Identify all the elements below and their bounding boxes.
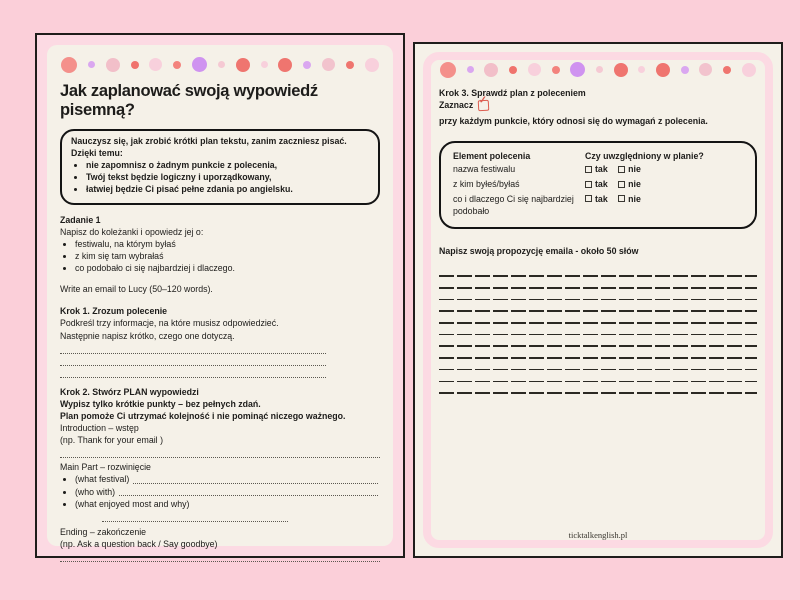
check-table-col2-header: Czy uwzględniony w planie? [585,150,704,161]
watermark: ticktalkenglish.pl [568,530,628,540]
step1-line: Podkreśl trzy informacje, na które musisz odpowiedzieć. [60,318,279,329]
answer-dotted-line[interactable] [60,342,326,354]
step2-line: Wypisz tylko krótkie punkty – bez pełnych zdań. [60,398,261,409]
task-bullet: • co podobało ci się najbardziej i dlaczego. [75,262,380,274]
intro-callout-box [60,129,380,205]
plan-main-bullet-list [60,473,380,509]
task-lead: Napisz do koleżanki i opowiedz jej o: [60,226,204,237]
step3-heading: Krok 3. Sprawdź plan z poleceniem [439,88,586,98]
decorative-dot [173,61,181,69]
step2-section [60,386,380,562]
answer-dotted-line[interactable] [60,354,326,366]
writing-line[interactable] [439,289,757,301]
decorative-dot [552,66,560,74]
check-row-options: tak nie [585,163,743,177]
intro-bullet: • łatwiej będzie Ci pisać pełne zdania po angielsku. [86,183,369,195]
check-row-options: tak nie [585,178,743,192]
decorative-dot [365,58,379,72]
decorative-dot [88,61,95,68]
plan-intro-hint: (np. Thank for your email ) [60,435,163,446]
step1-heading: Krok 1. Zrozum polecenie [60,306,168,317]
page-content-left [47,45,393,549]
decorative-dot [440,62,456,78]
decorative-dots-row [61,56,379,73]
plan-main-bullet: • (what enjoyed most and why) [75,498,380,510]
worksheet-page-left [35,33,405,558]
task-heading: Zadanie 1 [60,214,101,225]
checkbox-nie[interactable] [618,195,625,202]
decorative-dot [149,58,162,71]
writing-line[interactable] [439,370,757,382]
decorative-dot [236,58,250,72]
plan-main-label: Main Part – rozwinięcie [60,462,151,473]
decorative-dot [638,66,645,73]
page-title: Jak zaplanować swoją wypowiedź pisemną? [60,82,318,119]
decorative-dot [699,63,712,76]
intro-bullet-list [71,159,369,195]
checkbox-nie[interactable] [618,166,625,173]
answer-dotted-line[interactable] [133,483,378,484]
intro-lead: Nauczysz się, jak zrobić krótki plan tekstu, zanim zaczniesz pisać. Dzięki temu: [71,135,347,159]
check-row-options: tak nie [585,193,743,219]
decorative-dot [261,61,268,68]
writing-line[interactable] [439,359,757,371]
decorative-dot [467,66,474,73]
decorative-dot [346,61,354,69]
intro-bullet: • nie zapomnisz o żadnym punkcie z polecenia, [86,159,369,171]
writing-line[interactable] [439,300,757,312]
decorative-dot [528,63,541,76]
decorative-dot [681,66,689,74]
step1-section [60,305,380,377]
writing-line[interactable] [439,324,757,336]
decorative-dot [484,63,498,77]
decorative-dot [614,63,628,77]
decorative-dot [656,63,670,77]
write-prompt: Napisz swoją propozycję emaila - około 50 słów [439,246,639,256]
decorative-dot [218,61,225,68]
worksheet-page-right [413,42,783,558]
task-note: Write an email to Lucy (50–120 words). [60,284,213,295]
plan-main-bullet: • (what festival) [75,473,380,485]
checkbox-tak[interactable] [585,195,592,202]
answer-lines-area [439,265,757,394]
answer-dotted-line[interactable] [60,446,380,458]
plan-ending-hint: (np. Ask a question back / Say goodbye) [60,538,218,549]
check-row-label: nazwa festiwalu [453,164,516,175]
writing-line[interactable] [439,265,757,277]
check-table-col1-header: Element polecenia [453,150,531,161]
task-bullet: • z kim się tam wybrałaś [75,250,380,262]
checkbox-tak[interactable] [585,166,592,173]
plan-intro-label: Introduction – wstęp [60,423,139,434]
decorative-dot [322,58,335,71]
check-table-box [439,141,757,230]
writing-line[interactable] [439,277,757,289]
answer-dotted-line[interactable] [102,510,288,522]
decorative-dots-row [440,61,756,78]
step2-heading: Krok 2. Stwórz PLAN wypowiedzi [60,386,199,397]
check-table [453,150,743,219]
task-bullet-list [60,238,380,274]
answer-dotted-line[interactable] [60,366,326,378]
decorative-dot [303,61,311,69]
intro-bullet: • Twój tekst będzie logiczny i uporządkowany, [86,171,369,183]
step1-line: Następnie napisz krótko, czego one dotyczą. [60,330,235,341]
decorative-dot [509,66,517,74]
check-row-label: z kim byłeś/byłaś [453,178,520,189]
decorative-dot [723,66,731,74]
writing-line[interactable] [439,312,757,324]
decorative-dot [106,58,120,72]
page-content-right [439,58,757,544]
decorative-dot [278,58,292,72]
answer-dotted-line[interactable] [119,495,378,496]
checked-checkbox-icon: ✓ [478,100,490,112]
writing-line[interactable] [439,347,757,359]
decorative-dot [61,57,77,73]
checkbox-tak[interactable] [585,181,592,188]
decorative-dot [742,63,756,77]
writing-line[interactable] [439,335,757,347]
writing-line[interactable] [439,382,757,394]
decorative-dot [131,61,139,69]
step2-line: Plan pomoże Ci utrzymać kolejność i nie pominąć niczego ważnego. [60,410,346,421]
decorative-dot [596,66,603,73]
check-row-label: co i dlaczego Ci się najbardziej podobało [453,193,574,217]
plan-ending-label: Ending – zakończenie [60,526,147,537]
task-bullet: • festiwalu, na którym byłaś [75,238,380,250]
answer-dotted-line[interactable] [60,550,380,562]
step3-instruction: Zaznacz ✓ przy każdym punkcie, który odnosi się do wymagań z polecenia. [439,95,708,127]
decorative-dot [192,57,207,72]
plan-main-bullet: • (who with) [75,486,380,498]
checkbox-nie[interactable] [618,181,625,188]
decorative-dot [570,62,585,77]
